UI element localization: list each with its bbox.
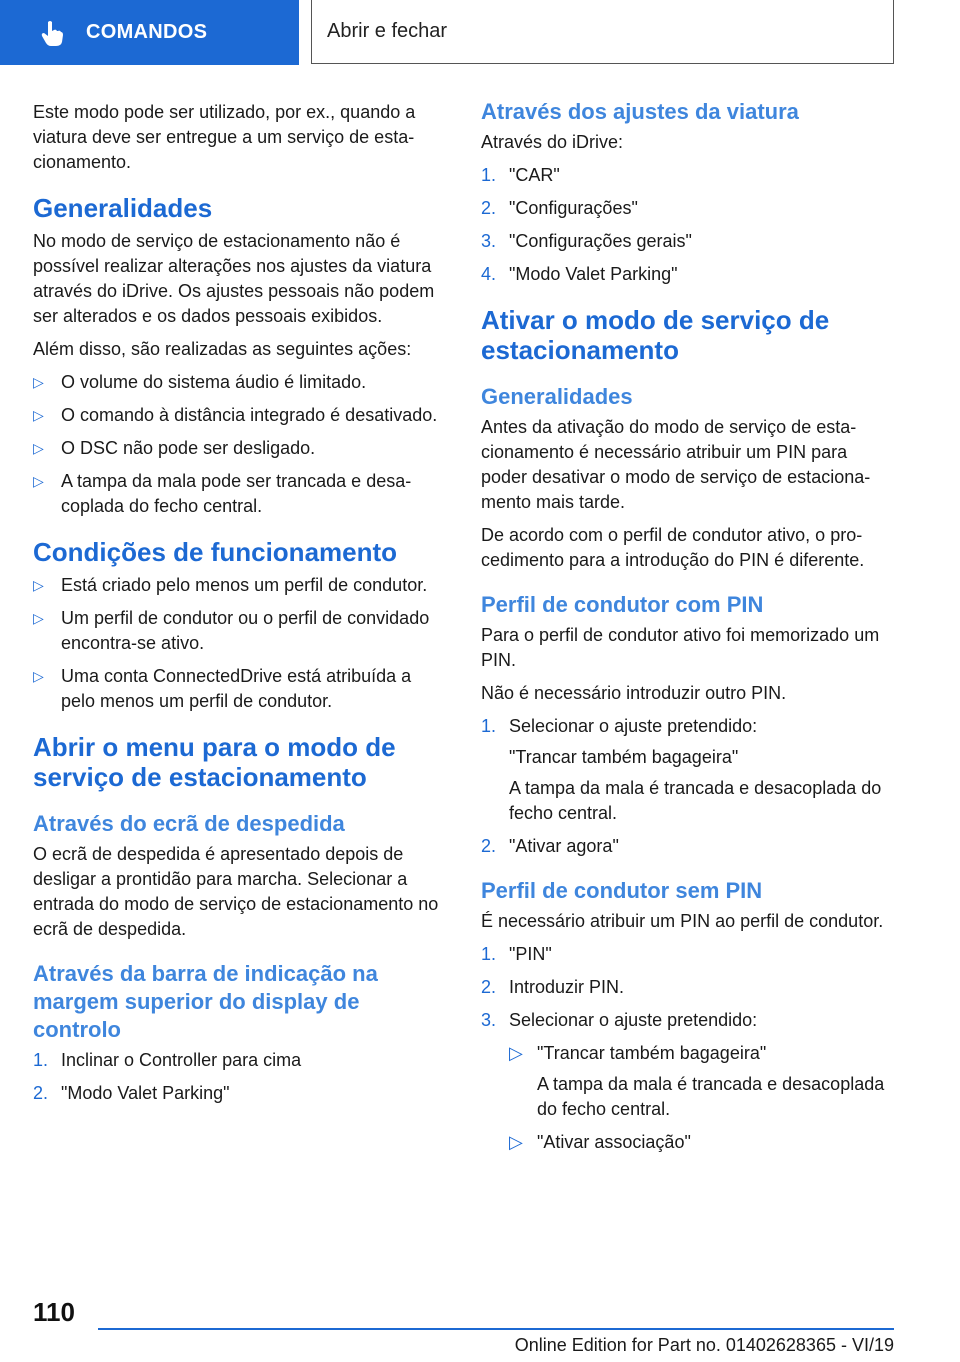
triangle-bullet-icon: ▷	[33, 473, 44, 489]
list-item-text: O volume do sistema áudio é limitado.	[61, 372, 367, 392]
list-item-text: "Configurações"	[509, 198, 638, 218]
ajustes-paragraph: Através do iDrive:	[481, 132, 624, 152]
intro-paragraph: Este modo pode ser utilizado, por ex., quando a viatura deve ser entregue a um serviço de estacionamento.	[33, 102, 416, 172]
list-item-text: O comando à distância integrado é desativado.	[61, 405, 438, 425]
heading-ajustes-viatura: Através dos ajustes da viatura	[481, 99, 799, 124]
list-item-text: "Ativar associação"	[537, 1132, 691, 1152]
generalidades-paragraph-1: No modo de serviço de estacionamento não é possível realizar alterações nos ajustes da viatura através do iDrive. Os ajustes pessoais não podem ser alterados e os dados pessoais exibidos.	[33, 231, 435, 326]
list-item	[33, 1048, 445, 1073]
triangle-bullet-icon: ▷	[33, 374, 44, 390]
option-label: "Trancar também bagageira"	[509, 747, 739, 767]
option-description: A tampa da mala é trancada e desacoplada do fecho central.	[509, 778, 882, 823]
list-item	[33, 436, 445, 461]
list-item	[481, 714, 893, 826]
page-header	[0, 0, 960, 66]
section-tab[interactable]	[0, 0, 299, 65]
list-item-text: "Ativar agora"	[509, 836, 619, 856]
step-number: 1.	[481, 165, 497, 185]
triangle-bullet-icon: ▷	[33, 610, 44, 626]
page-number: 110	[33, 1297, 75, 1327]
list-item	[509, 1041, 893, 1122]
step-number: 3.	[481, 231, 497, 251]
list-item	[481, 262, 893, 287]
triangle-bullet-icon: ▷	[509, 1132, 523, 1152]
triangle-bullet-icon: ▷	[33, 668, 44, 684]
step-number: 1.	[481, 944, 497, 964]
chapter-title: Abrir e fechar	[327, 20, 448, 42]
generalidades-paragraph-2: Além disso, são realizadas as seguintes ações:	[33, 339, 412, 359]
list-item	[33, 664, 445, 714]
triangle-bullet-icon: ▷	[509, 1043, 523, 1063]
com-pin-steps	[481, 714, 893, 859]
list-item-text: Inclinar o Controller para cima	[61, 1050, 302, 1070]
list-item-text: "CAR"	[509, 165, 560, 185]
acoes-list	[33, 370, 445, 519]
com-pin-paragraph-2: Não é necessário introduzir outro PIN.	[481, 683, 787, 703]
step-number: 2.	[33, 1083, 49, 1103]
list-item	[481, 196, 893, 221]
chapter-title-tab	[311, 0, 894, 64]
com-pin-paragraph-1: Para o perfil de condutor ativo foi memorizado um PIN.	[481, 625, 880, 670]
list-item-text: "Configurações gerais"	[509, 231, 692, 251]
heading-ecra-despedida: Através do ecrã de despedida	[33, 811, 345, 836]
list-item	[33, 469, 445, 519]
list-item-text: O DSC não pode ser desligado.	[61, 438, 316, 458]
option-description: A tampa da mala é trancada e desacoplada do fecho central.	[537, 1074, 885, 1119]
step-number: 3.	[481, 1010, 497, 1030]
heading-generalidades-2: Generalidades	[481, 384, 633, 409]
list-item-text: Um perfil de condutor ou o perfil de convidado encontra-se ativo.	[61, 608, 430, 653]
list-item-text: Uma conta ConnectedDrive está atribuída a pelo menos um perfil de condutor.	[61, 666, 412, 711]
right-column	[481, 98, 893, 1163]
list-item	[481, 834, 893, 859]
condicoes-list	[33, 573, 445, 714]
list-item-text: "Trancar também bagageira"	[537, 1043, 767, 1063]
list-item	[509, 1130, 893, 1155]
step-number: 2.	[481, 836, 497, 856]
step-number: 2.	[481, 198, 497, 218]
sem-pin-paragraph: É necessário atribuir um PIN ao perfil de condutor.	[481, 911, 884, 931]
step-number: 1.	[33, 1050, 49, 1070]
footer-edition: Online Edition for Part no. 01402628365 - VI/19	[514, 1335, 894, 1355]
list-item	[481, 229, 893, 254]
list-item-text: Está criado pelo menos um perfil de condutor.	[61, 575, 428, 595]
list-item-text: A tampa da mala pode ser trancada e desacoplada do fecho central.	[61, 471, 412, 516]
list-item	[33, 573, 445, 598]
section-tab-label: COMANDOS	[86, 21, 208, 43]
triangle-bullet-icon: ▷	[33, 577, 44, 593]
step-number: 4.	[481, 264, 497, 284]
heading-barra-indicacao: Através da barra de indicação na margem superior do display de controlo	[33, 961, 378, 1042]
list-item	[33, 1081, 445, 1106]
sem-pin-steps	[481, 942, 893, 1155]
heading-ativar-modo: Ativar o modo de serviço de estacionamento	[481, 305, 830, 365]
list-item	[481, 163, 893, 188]
list-item	[33, 606, 445, 656]
list-item	[481, 975, 893, 1000]
step-number: 2.	[481, 977, 497, 997]
step-number: 1.	[481, 716, 497, 736]
triangle-bullet-icon: ▷	[33, 407, 44, 423]
list-item	[33, 403, 445, 428]
list-item-text: Introduzir PIN.	[509, 977, 625, 997]
gen-paragraph-1: Antes da ativação do modo de serviço de estacionamento é necessário atribuir um PIN para poder desativar o modo de serviço de estacionamento mais tarde.	[481, 417, 871, 512]
list-item-text: Selecionar o ajuste pretendido:	[509, 716, 758, 736]
list-item-text: "Modo Valet Parking"	[61, 1083, 230, 1103]
heading-abrir-menu: Abrir o menu para o modo de serviço de estacionamento	[33, 732, 396, 792]
heading-generalidades: Generalidades	[33, 193, 213, 223]
heading-sem-pin: Perfil de condutor sem PIN	[481, 878, 763, 903]
barra-steps	[33, 1048, 445, 1106]
heading-com-pin: Perfil de condutor com PIN	[481, 592, 764, 617]
ajustes-steps	[481, 163, 893, 287]
list-item-text: "PIN"	[509, 944, 552, 964]
list-item	[481, 1008, 893, 1155]
ecra-paragraph: O ecrã de despedida é apresentado depois de desligar a prontidão para marcha. Selecionar a entrada do modo de serviço de estacionamento no ecrã de despedida.	[33, 844, 439, 939]
list-item	[33, 370, 445, 395]
footer-divider	[98, 1328, 894, 1330]
sem-pin-options	[509, 1041, 893, 1155]
heading-condicoes: Condições de funcionamento	[33, 537, 398, 567]
triangle-bullet-icon: ▷	[33, 440, 44, 456]
left-column	[33, 100, 445, 1114]
gen-paragraph-2: De acordo com o perfil de condutor ativo, o procedimento para a introdução do PIN é diferente.	[481, 525, 865, 570]
list-item-text: "Modo Valet Parking"	[509, 264, 678, 284]
hand-pointer-icon	[38, 19, 66, 47]
list-item-text: Selecionar o ajuste pretendido:	[509, 1010, 758, 1030]
list-item	[481, 942, 893, 967]
